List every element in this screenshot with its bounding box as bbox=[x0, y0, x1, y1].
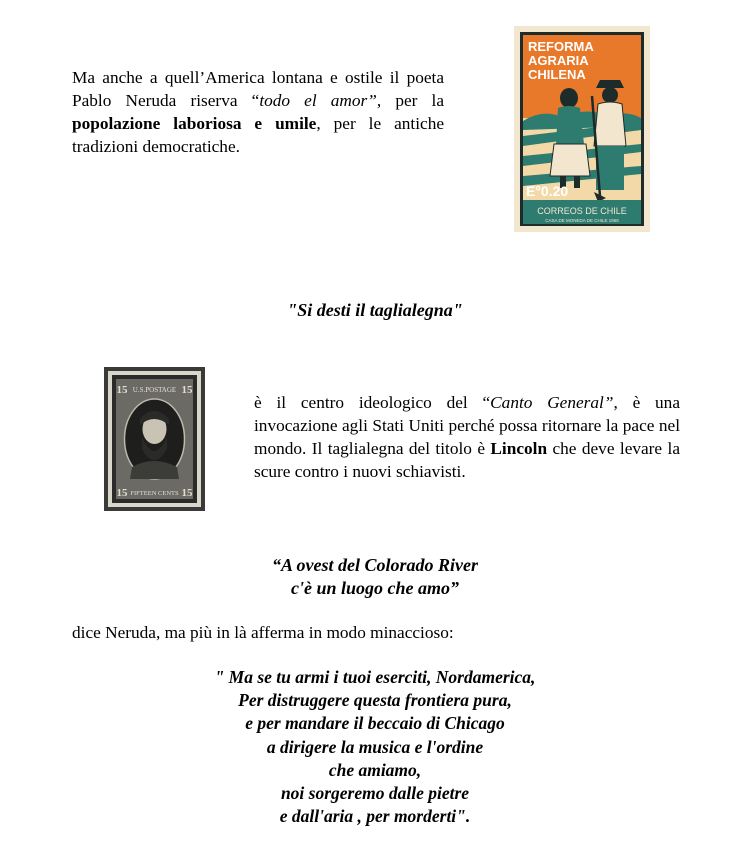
text-segment: , per le antiche tradizioni democratiche. bbox=[72, 114, 445, 156]
chile-stamp-image bbox=[514, 26, 650, 232]
stamp-country: CORREOS DE CHILE bbox=[537, 206, 627, 216]
text-segment: , per la bbox=[376, 91, 444, 110]
man-shirt bbox=[594, 102, 626, 146]
man-hat bbox=[596, 80, 624, 88]
poem-quote bbox=[0, 666, 750, 828]
quote-colorado bbox=[0, 554, 750, 600]
lincoln-stamp-illustration bbox=[104, 367, 205, 511]
heading-title: "Si desti il taglialegna" bbox=[287, 300, 463, 320]
stamp-text-line: CHILENA bbox=[528, 67, 586, 82]
stamp-imprint: CASA DE MONEDA DE CHILE 1968 bbox=[545, 218, 619, 223]
stamp-value: E°0.20 bbox=[526, 183, 569, 199]
woman-head bbox=[560, 88, 578, 108]
poem-line: che amiamo, bbox=[328, 759, 422, 780]
italic-quote: todo el amor” bbox=[259, 91, 377, 110]
woman-body bbox=[556, 106, 584, 144]
poem-line: Per distruggere questa frontiera pura, bbox=[238, 690, 512, 711]
stamp-numeral: 15 bbox=[116, 487, 128, 499]
text-segment: che deve levare la scure contro i nuovi schiavisti. bbox=[254, 439, 680, 481]
stamp-bottom-text: FIFTEEN CENTS bbox=[130, 490, 179, 497]
paragraph-intro bbox=[72, 66, 444, 158]
stamp-top-text: U.S.POSTAGE bbox=[132, 386, 177, 394]
paragraph-canto-general bbox=[254, 391, 680, 483]
bold-phrase: popolazione laboriosa e umile bbox=[72, 114, 317, 133]
stamp-text-line: REFORMA bbox=[528, 39, 594, 54]
bold-name: Lincoln bbox=[490, 439, 548, 458]
text-segment: , è una invocazione agli Stati Uniti perché possa ritornare la pace nel mondo. Il taglialegna del titolo è bbox=[254, 393, 680, 458]
man-head bbox=[602, 87, 618, 103]
text-segment: Ma anche a quell’America lontana e ostile il poeta Pablo Neruda riserva “ bbox=[72, 68, 444, 110]
poem-line: e per mandare il beccaio di Chicago bbox=[245, 713, 505, 734]
poem-line: noi sorgeremo dalle pietre bbox=[280, 783, 470, 804]
lincoln-stamp-image bbox=[104, 367, 205, 511]
stamp-numeral: 15 bbox=[116, 384, 128, 396]
poem-line: " Ma se tu armi i tuoi eserciti, Nordamerica, bbox=[214, 667, 536, 687]
stamp-text-line: AGRARIA bbox=[528, 53, 589, 68]
woman-skirt bbox=[550, 144, 590, 176]
paragraph-neruda-says: dice Neruda, ma più in là afferma in modo minaccioso: bbox=[72, 623, 454, 642]
quote-line: “A ovest del Colorado River bbox=[272, 555, 478, 575]
poem-line: a dirigere la musica e l'ordine bbox=[266, 736, 484, 757]
text-segment: è il centro ideologico del “ bbox=[254, 393, 491, 412]
chile-stamp-illustration bbox=[514, 26, 650, 232]
poem-line: e dall'aria , per morderti". bbox=[279, 806, 471, 827]
stamp-numeral: 15 bbox=[181, 487, 193, 499]
stamp-numeral: 15 bbox=[181, 384, 193, 396]
quote-line: c'è un luogo che amo” bbox=[290, 578, 459, 598]
italic-title: Canto General” bbox=[490, 393, 614, 412]
